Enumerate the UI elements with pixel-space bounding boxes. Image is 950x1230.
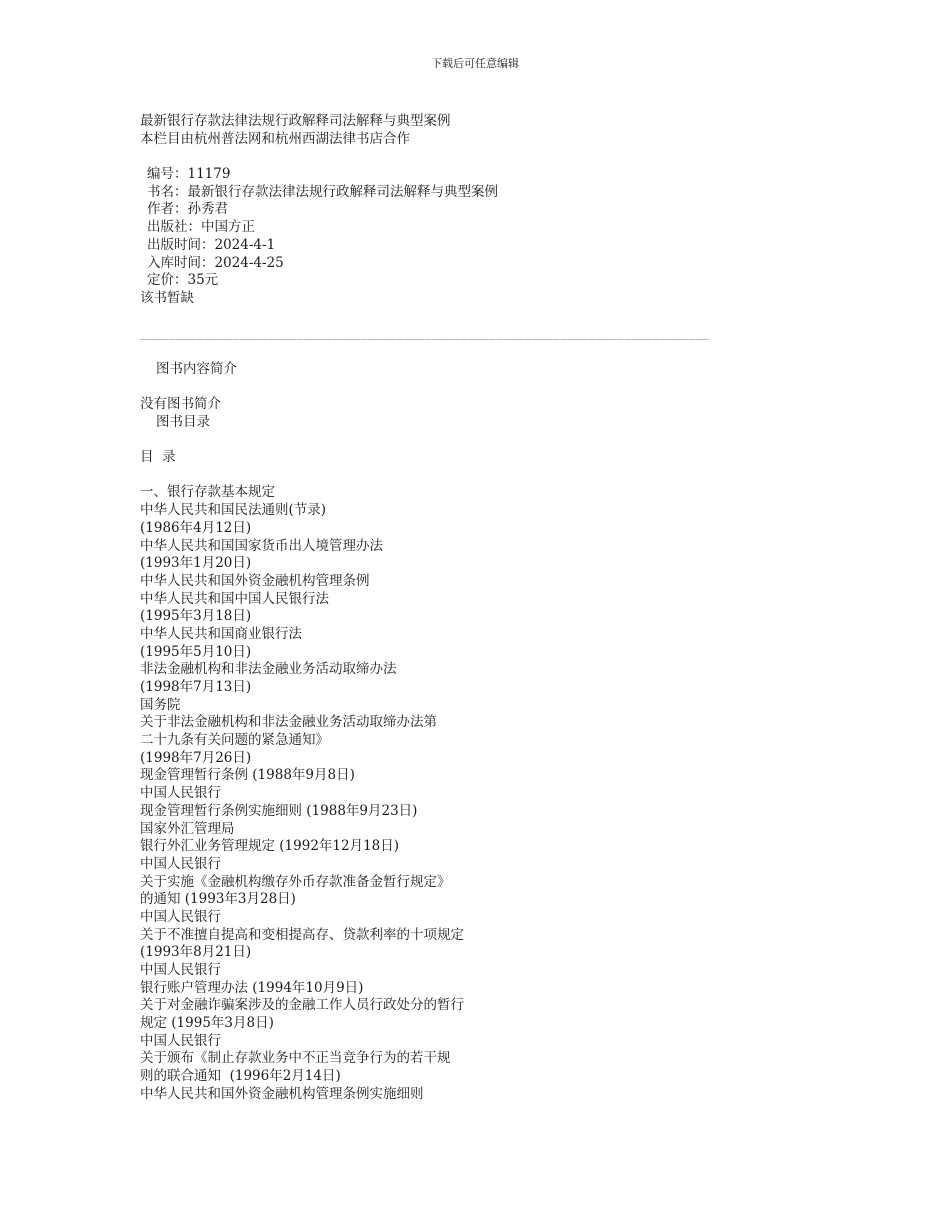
- toc-title: 目 录: [140, 449, 176, 466]
- book-stock-date: 入库时间：2024-4-25: [147, 254, 284, 271]
- book-info-block: [140, 166, 900, 308]
- toc-item: 关于颁布《制止存款业务中不正当竞争行为的若干规: [140, 1050, 451, 1067]
- toc-item: (1993年1月20日): [140, 555, 252, 572]
- spacer: [140, 378, 900, 396]
- toc-item: 则的联合通知 (1996年2月14日): [140, 1068, 341, 1085]
- toc-item: 的通知 (1993年3月28日): [140, 891, 296, 908]
- book-publisher: 出版社：中国方正: [147, 219, 255, 236]
- toc-item: 二十九条有关问题的紧急通知》: [140, 732, 329, 749]
- toc-item: (1998年7月13日): [140, 679, 252, 695]
- toc-item: 银行外汇业务管理规定 (1992年12月18日): [140, 838, 400, 855]
- toc-item: 中国人民银行: [140, 785, 221, 802]
- toc-item: 非法金融机构和非法金融业务活动取缔办法: [140, 661, 397, 678]
- book-author: 作者：孙秀君: [147, 201, 228, 218]
- document-title: 最新银行存款法律法规行政解释司法解释与典型案例: [140, 113, 451, 129]
- spacer: [140, 343, 900, 361]
- spacer: [140, 431, 900, 449]
- toc-item: 中国人民银行: [140, 1032, 221, 1049]
- toc-item: (1995年3月18日): [140, 608, 252, 625]
- book-price: 定价：35元: [147, 272, 219, 289]
- toc-item: (1998年7月26日): [140, 749, 252, 766]
- spacer: [140, 148, 900, 166]
- spacer: [140, 467, 900, 485]
- section-divider: ________________________________________________________________________________: [140, 327, 710, 341]
- toc-item: 关于不准擅自提高和变相提高存、贷款利率的十项规定: [140, 926, 464, 943]
- toc-item: (1986年4月12日): [140, 519, 252, 536]
- toc-item: (1993年8月21日): [140, 944, 252, 961]
- document-body: [140, 113, 900, 1104]
- toc-item: 中华人民共和国民法通则(节录): [140, 502, 327, 519]
- toc-item: 中国人民银行: [140, 962, 221, 978]
- toc-item: 关于实施《金融机构缴存外币存款准备金暂行规定》: [140, 873, 451, 890]
- toc-item: 现金管理暂行条例 (1988年9月8日): [140, 767, 355, 784]
- toc-item: 银行账户管理办法 (1994年10月9日): [140, 979, 364, 996]
- toc-item: 中国人民银行: [140, 908, 221, 925]
- toc-item: 中华人民共和国商业银行法: [140, 625, 302, 642]
- book-number: 编号：11179: [147, 166, 231, 183]
- toc-item: 中华人民共和国中国人民银行法: [140, 590, 329, 607]
- toc-item: 国家外汇管理局: [140, 820, 235, 837]
- toc-item: 中华人民共和国国家货币出人境管理办法: [140, 537, 383, 554]
- toc-item: 国务院: [140, 696, 181, 713]
- toc-heading: 图书目录: [156, 413, 210, 430]
- toc-item: (1995年5月10日): [140, 643, 252, 660]
- book-name: 书名：最新银行存款法律法规行政解释司法解释与典型案例: [147, 183, 498, 200]
- book-status: 该书暂缺: [140, 289, 194, 306]
- toc-item: 规定 (1995年3月8日): [140, 1015, 274, 1032]
- toc-item: 关于非法金融机构和非法金融业务活动取缔办法第: [140, 714, 437, 731]
- toc-list: [140, 484, 900, 1103]
- page-header-caption: 下载后可任意编辑: [431, 57, 519, 70]
- toc-item: 中华人民共和国外资金融机构管理条例实施细则: [140, 1085, 424, 1102]
- book-publish-date: 出版时间：2024-4-1: [147, 236, 276, 253]
- spacer: [140, 308, 900, 326]
- toc-item: 中国人民银行: [140, 855, 221, 872]
- summary-heading: 图书内容简介: [156, 360, 237, 377]
- toc-item: 现金管理暂行条例实施细则 (1988年9月23日): [140, 802, 418, 819]
- partnership-note: 本栏目由杭州普法网和杭州西湖法律书店合作: [140, 130, 410, 147]
- summary-text: 没有图书简介: [140, 396, 221, 412]
- toc-item: 关于对金融诈骗案涉及的金融工作人员行政处分的暂行: [140, 997, 464, 1014]
- toc-item: 中华人民共和国外资金融机构管理条例: [140, 572, 370, 589]
- toc-item: 一、银行存款基本规定: [140, 484, 275, 501]
